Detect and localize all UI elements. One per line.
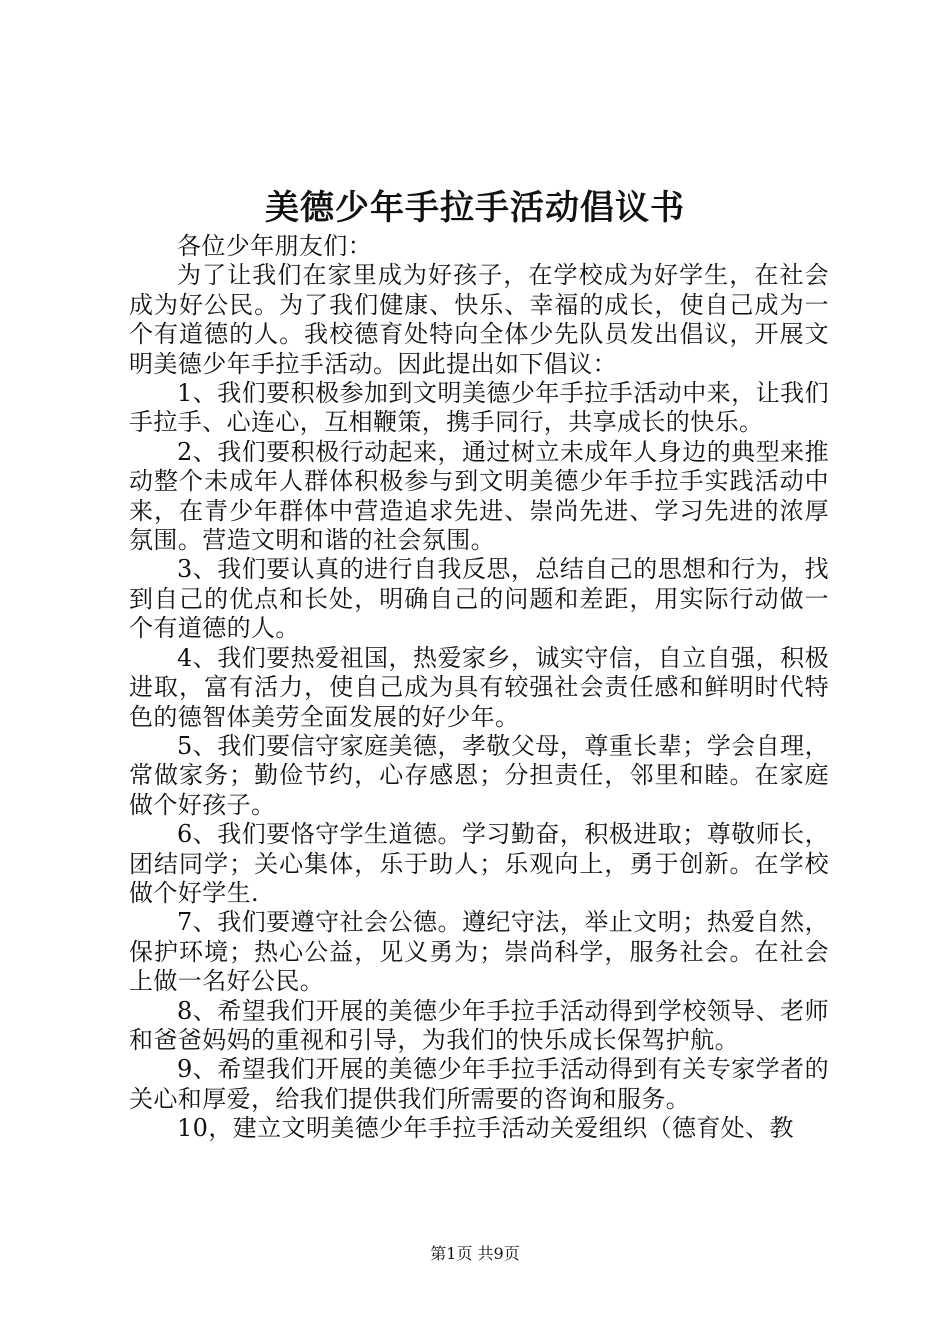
proposal-item-4: 4、我们要热爱祖国，热爱家乡，诚实守信，自立自强，积极进取，富有活力，使自己成为具有较强社会责任感和鲜明时代特色的德智体美劳全面发展的好少年。 [129, 643, 829, 731]
page-footer: 第1页 共9页 [430, 1244, 520, 1263]
proposal-item-1: 1、我们要积极参加到文明美德少年手拉手活动中来，让我们手拉手、心连心，互相鞭策，携手同行，共享成长的快乐。 [129, 379, 829, 437]
proposal-item-6: 6、我们要恪守学生道德。学习勤奋，积极进取；尊敬师长，团结同学；关心集体，乐于助人；乐观向上，勇于创新。在学校做个好学生. [129, 820, 829, 907]
proposal-item-9: 9、希望我们开展的美德少年手拉手活动得到有关专家学者的关心和厚爱，给我们提供我们所需要的咨询和服务。 [129, 1055, 829, 1113]
proposal-item-5: 5、我们要信守家庭美德，孝敬父母，尊重长辈；学会自理，常做家务；勤俭节约，心存感恩；分担责任，邻里和睦。在家庭做个好孩子。 [129, 731, 829, 819]
salutation: 各位少年朋友们： [177, 232, 373, 260]
proposal-item-3: 3、我们要认真的进行自我反思，总结自己的思想和行为，找到自己的优点和长处，明确自己的问题和差距，用实际行动做一个有道德的人。 [129, 555, 829, 643]
intro-paragraph: 为了让我们在家里成为好孩子，在学校成为好学生，在社会成为好公民。为了我们健康、快乐、幸福的成长，使自己成为一个有道德的人。我校德育处特向全体少先队员发出倡议，开展文明美德少年手拉手活动。因此提出如下倡议： [129, 261, 829, 378]
proposal-item-10: 10，建立文明美德少年手拉手活动关爱组织（德育处、教 [177, 1114, 794, 1143]
document-title: 美德少年手拉手活动倡议书 [265, 188, 685, 228]
document-body [129, 232, 829, 1144]
proposal-item-2: 2、我们要积极行动起来，通过树立未成年人身边的典型来推动整个未成年人群体积极参与到文明美德少年手拉手实践活动中来，在青少年群体中营造追求先进、崇尚先进、学习先进的浓厚氛围。营造文明和谐的社会氛围。 [129, 437, 829, 555]
proposal-item-8: 8、希望我们开展的美德少年手拉手活动得到学校领导、老师和爸爸妈妈的重视和引导，为我们的快乐成长保驾护航。 [129, 996, 829, 1054]
proposal-item-7: 7、我们要遵守社会公德。遵纪守法，举止文明；热爱自然，保护环境；热心公益，见义勇为；崇尚科学，服务社会。在社会上做一名好公民。 [129, 908, 829, 996]
